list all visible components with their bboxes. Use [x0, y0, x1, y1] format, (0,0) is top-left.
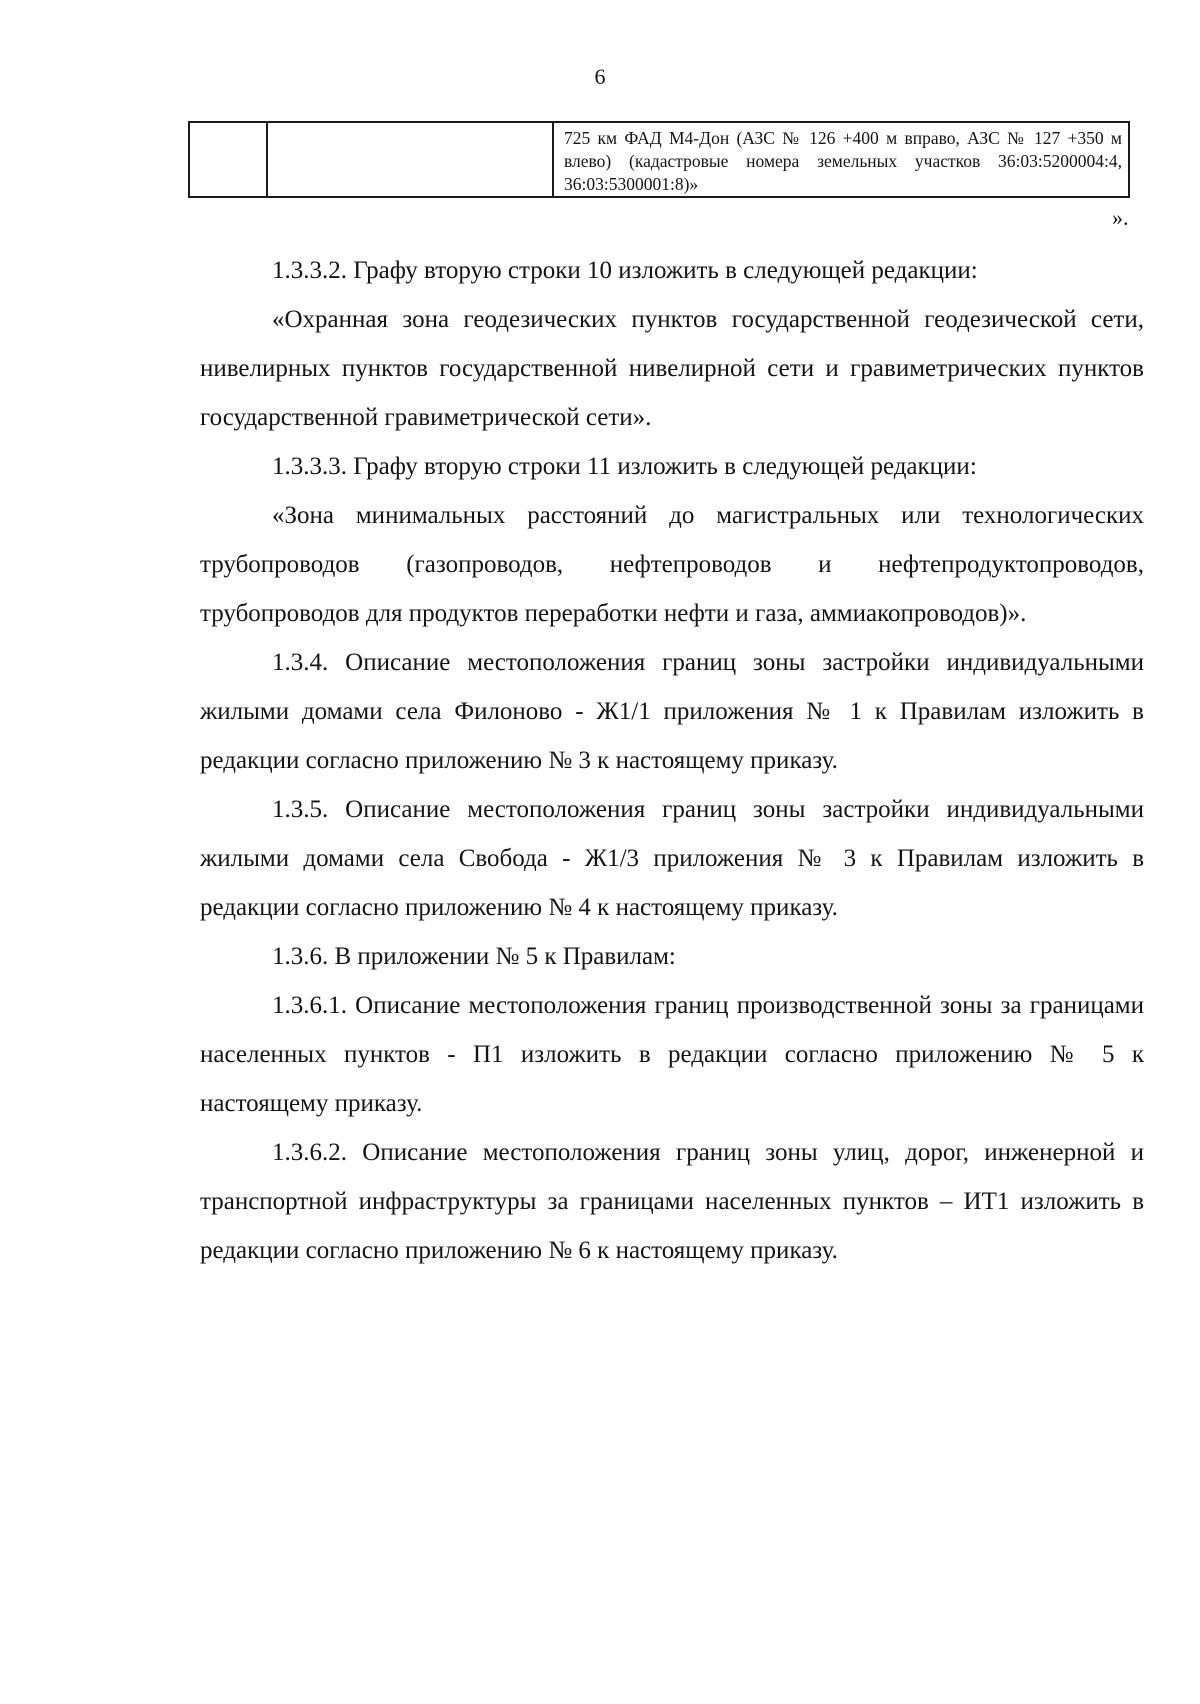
paragraph-1-3-6: 1.3.6. В приложении № 5 к Правилам:: [272, 943, 676, 970]
document-body: [200, 246, 1144, 1275]
paragraph-1-3-6-2: 1.3.6.2. Описание местоположения границ зоны улиц, дорог, инженерной и транспортной инфраструктуры за границами населенных пунктов – ИТ1 изложить в редакции согласно приложению № 6 к настоящему приказу.: [200, 1139, 1144, 1264]
table-cell-number: [189, 122, 267, 197]
closing-quote: ».: [1112, 205, 1129, 230]
paragraph-1-3-6-1: 1.3.6.1. Описание местоположения границ производственной зоны за границами населенных пунктов - П1 изложить в редакции согласно приложению № 5 к настоящему приказу.: [200, 992, 1144, 1117]
page-number: 6: [594, 64, 606, 89]
paragraph-1-3-5: 1.3.5. Описание местоположения границ зоны застройки индивидуальными жилыми домами села Свобода - Ж1/3 приложения № 3 к Правилам изложить в редакции согласно приложению № 4 к настоящему приказу.: [200, 796, 1144, 921]
table-cell-description: 725 км ФАД М4-Дон (АЗС № 126 +400 м вправо, АЗС № 127 +350 м влево) (кадастровые номера земельных участков 36:03:5200004:4, 36:03:5300001:8)»: [553, 122, 1129, 197]
paragraph-1-3-3-3: 1.3.3.3. Графу вторую строки 11 изложить в следующей редакции:: [272, 453, 977, 480]
paragraph-1-3-3-2: 1.3.3.2. Графу вторую строки 10 изложить в следующей редакции:: [272, 257, 978, 284]
table-fragment: [188, 121, 1130, 198]
paragraph-quote-pipeline-zone: «Зона минимальных расстояний до магистральных или технологических трубопроводов (газопроводов, нефтепроводов и нефтепродуктопроводов, трубопроводов для продуктов переработки нефти и газа, аммиакопроводов)».: [200, 502, 1144, 627]
table-row: [189, 122, 1129, 197]
paragraph-1-3-4: 1.3.4. Описание местоположения границ зоны застройки индивидуальными жилыми домами села Филоново - Ж1/1 приложения № 1 к Правилам изложить в редакции согласно приложению № 3 к настоящему приказу.: [200, 649, 1144, 774]
paragraph-quote-geodetic-zone: «Охранная зона геодезических пунктов государственной геодезической сети, нивелирных пунктов государственной нивелирной сети и гравиметрических пунктов государственной гравиметрической сети».: [200, 306, 1144, 431]
table-cell-name: [267, 122, 553, 197]
